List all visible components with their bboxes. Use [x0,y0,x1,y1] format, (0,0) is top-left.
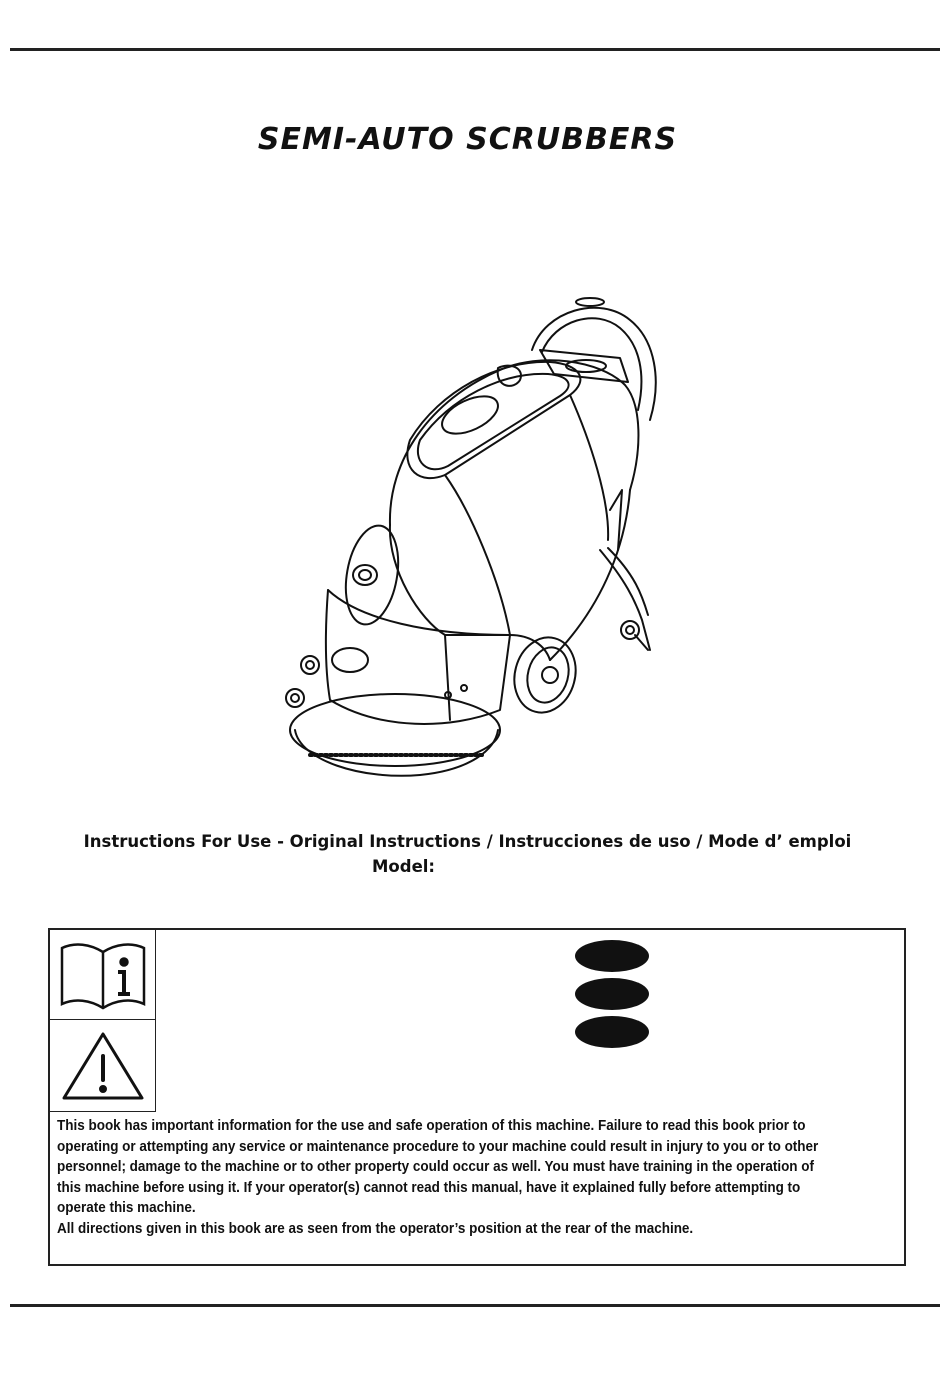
warning-paragraph-1: This book has important information for the use and safe operation of this machine. Failure to read this book prior to operating or attempting any service or maintenance procedure to your machine could result in injury to you or to other personnel; damage to the machine or to other property could occur as well. You must have training in the operation of this machine before using it. If your operator(s) cannot read this manual, have it explained fully before attempting to operate this machine. [57,1118,819,1216]
top-rule [10,48,940,51]
instructions-heading: Instructions For Use - Original Instructions / Instrucciones de uso / Mode d’ emploi [83,832,852,851]
language-badge-2 [575,978,649,1010]
model-label: Model: [372,857,436,876]
manual-icon-cell [50,930,156,1020]
warning-paragraph-2: All directions given in this book are as seen from the operator’s position at the rear of the machine. [57,1220,694,1237]
safety-warning-box [48,928,906,1266]
warning-icon-cell [50,1020,156,1112]
warning-triangle-icon [60,1028,146,1102]
floor-scrubber-illustration [270,290,680,790]
safety-warning-text [57,1116,834,1239]
language-badge-1 [575,940,649,972]
read-manual-icon [60,938,146,1010]
bottom-rule [10,1304,940,1307]
document-title: SEMI-AUTO SCRUBBERS [257,122,678,157]
language-badge-3 [575,1016,649,1048]
